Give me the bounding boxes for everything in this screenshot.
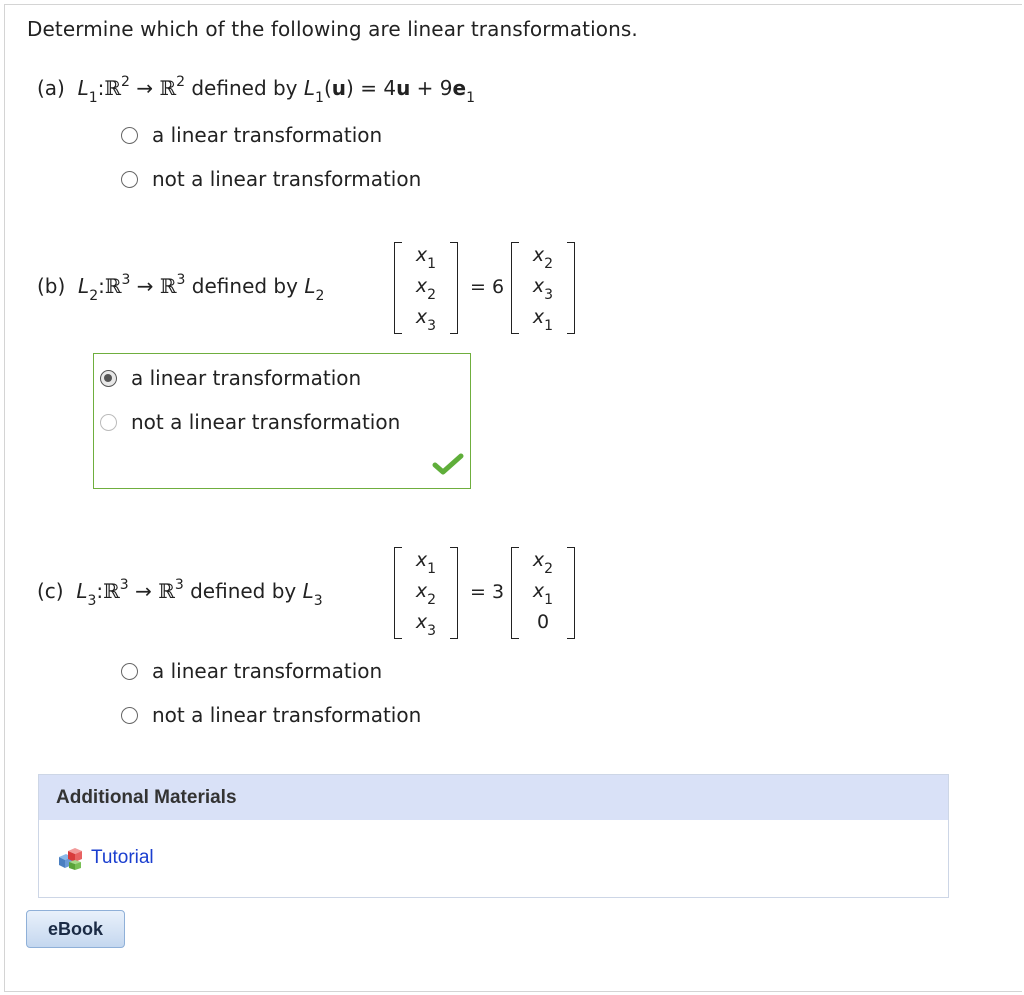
part-a-statement: (a) $L_1:ℝ^2$ → ℝ$^2$ defined by $L_1(u) = 4u + 9e_1$ bbox=[37, 74, 476, 106]
part-c-option-not-linear[interactable]: not a linear transformation bbox=[121, 703, 421, 727]
tutorial-cubes-icon bbox=[57, 845, 85, 871]
part-c-label: (c) bbox=[37, 579, 64, 603]
part-b-label: (b) bbox=[37, 274, 66, 298]
part-c-equals-scalar: = 3 bbox=[470, 581, 505, 603]
ebook-button[interactable]: eBook bbox=[26, 910, 125, 948]
question-prompt: Determine which of the following are linear transformations. bbox=[27, 17, 638, 41]
part-b-radio-linear-selected[interactable] bbox=[100, 370, 117, 387]
part-c-statement: (c) $L_3:ℝ^3$ → ℝ$^3$ defined by $L_3$ bbox=[37, 577, 323, 609]
part-b-output-vector bbox=[511, 240, 575, 336]
tutorial-link[interactable]: Tutorial bbox=[57, 845, 154, 871]
part-b-radio-not-linear[interactable] bbox=[100, 414, 117, 431]
part-b-equals-scalar: = 6 bbox=[470, 276, 505, 298]
additional-materials-heading: Additional Materials bbox=[39, 775, 948, 820]
part-a-radio-not-linear[interactable] bbox=[121, 171, 138, 188]
correct-checkmark-icon bbox=[432, 452, 464, 476]
part-b-option-linear[interactable]: a linear transformation bbox=[100, 366, 361, 390]
additional-materials-panel bbox=[38, 774, 949, 898]
part-c-input-vector bbox=[394, 545, 458, 641]
part-c-output-vector bbox=[511, 545, 575, 641]
part-b-statement: (b) $L_2:ℝ^3$ → ℝ$^3$ defined by $L_2$ bbox=[37, 272, 325, 304]
part-c-option-linear[interactable]: a linear transformation bbox=[121, 659, 382, 683]
vector-entry: $x_1$ bbox=[415, 244, 437, 272]
part-a-label: (a) bbox=[37, 76, 65, 100]
part-b-option-not-linear[interactable]: not a linear transformation bbox=[100, 410, 400, 434]
part-a-option-not-linear[interactable]: not a linear transformation bbox=[121, 167, 421, 191]
vector-entry: $x_1$ bbox=[532, 306, 554, 334]
vector-entry: 0 bbox=[536, 611, 550, 633]
vector-entry: $x_2$ bbox=[415, 275, 437, 303]
part-b-input-vector bbox=[394, 240, 458, 336]
part-c-radio-linear[interactable] bbox=[121, 663, 138, 680]
part-a-option-linear[interactable]: a linear transformation bbox=[121, 123, 382, 147]
vector-entry: $x_1$ bbox=[532, 580, 554, 608]
vector-entry: $x_3$ bbox=[532, 275, 554, 303]
vector-entry: $x_1$ bbox=[415, 549, 437, 577]
vector-entry: $x_3$ bbox=[415, 611, 437, 639]
vector-entry: $x_3$ bbox=[415, 306, 437, 334]
part-a-radio-linear[interactable] bbox=[121, 127, 138, 144]
vector-entry: $x_2$ bbox=[415, 580, 437, 608]
part-c-radio-not-linear[interactable] bbox=[121, 707, 138, 724]
vector-entry: $x_2$ bbox=[532, 549, 554, 577]
vector-entry: $x_2$ bbox=[532, 244, 554, 272]
